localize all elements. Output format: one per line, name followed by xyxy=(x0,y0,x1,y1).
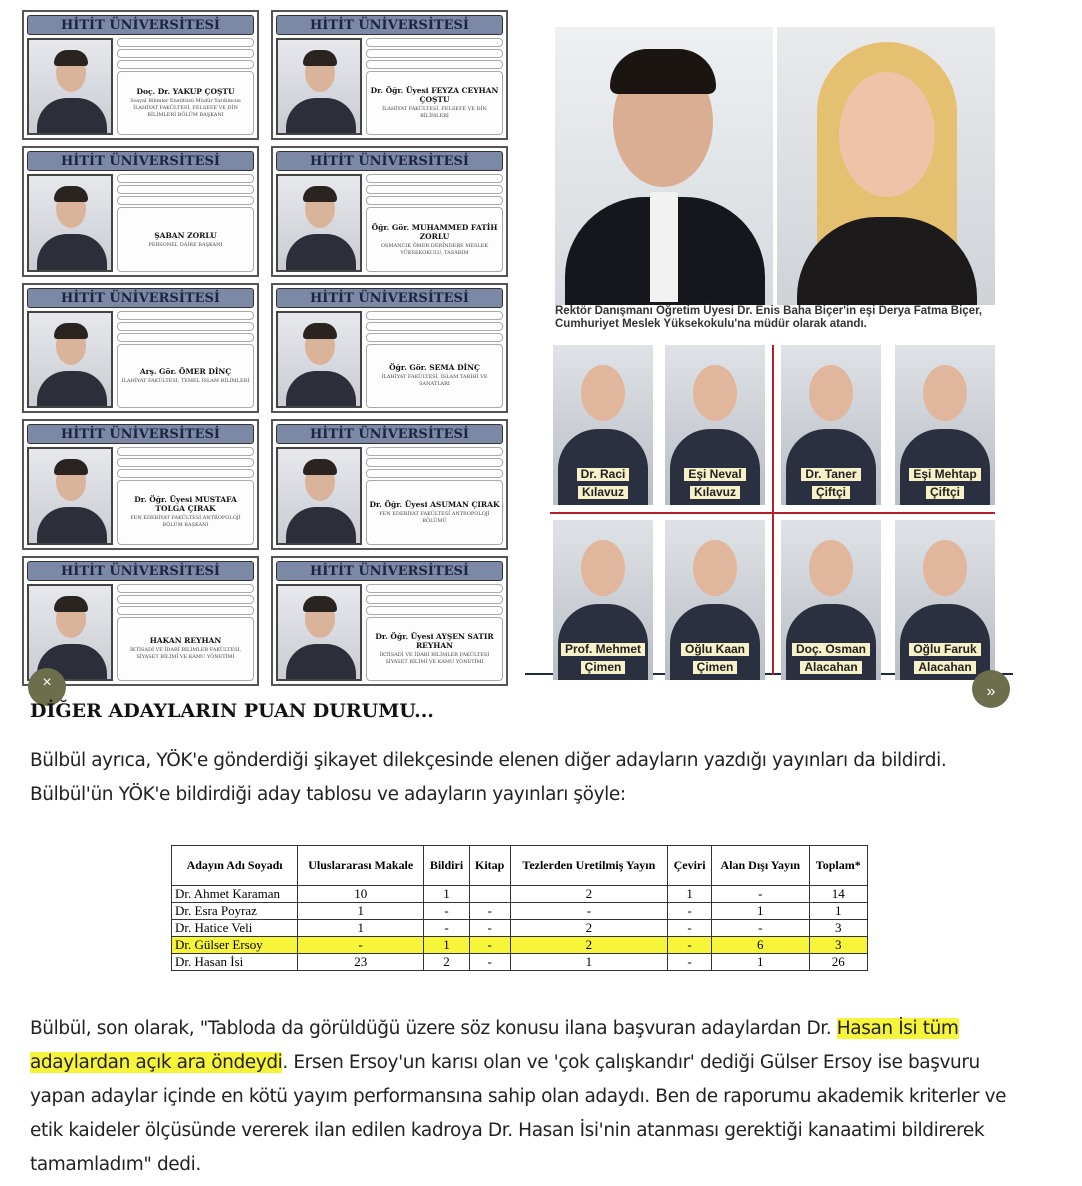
card-header: HİTİT ÜNİVERSİTESİ xyxy=(27,288,254,308)
gallery-close-button[interactable]: × xyxy=(28,668,66,706)
column-header: Adayın Adı Soyadı xyxy=(172,846,298,886)
column-header: Alan Dışı Yayın xyxy=(712,846,809,886)
portrait-photo xyxy=(27,38,113,135)
highlighted-text: Hasan İsi tüm adaylardan açık ara öndeydi xyxy=(30,1018,959,1073)
table-cell: Dr. Ahmet Karaman xyxy=(172,886,298,903)
table-row xyxy=(172,937,868,954)
column-header: Kitap xyxy=(469,846,510,886)
newspaper-clipping xyxy=(525,15,1013,675)
divider xyxy=(550,512,995,514)
photo-label: Eşi Mehtap xyxy=(909,468,980,481)
table-cell: - xyxy=(668,920,712,937)
photo-label: Çimen xyxy=(693,661,738,674)
column-header: Uluslararası Makale xyxy=(298,846,424,886)
photo-label: Kılavuz xyxy=(690,486,740,499)
column-header: Tezlerden Uretilmiş Yayın xyxy=(510,846,668,886)
id-card xyxy=(22,419,259,549)
table-cell: - xyxy=(469,937,510,954)
table-row xyxy=(172,903,868,920)
newspaper-photo xyxy=(553,520,653,680)
table-cell: - xyxy=(510,903,668,920)
table-cell: 1 xyxy=(510,954,668,971)
table-cell: Dr. Esra Poyraz xyxy=(172,903,298,920)
portrait-photo xyxy=(27,584,113,681)
person-name: Öğr. Gör. MUHAMMED FATİH ZORLU xyxy=(371,222,498,241)
photo-label: Çimen xyxy=(581,661,626,674)
photo-label: Eşi Neval xyxy=(684,468,745,481)
table-cell: Dr. Hatice Veli xyxy=(172,920,298,937)
portrait-photo xyxy=(27,447,113,544)
id-card xyxy=(271,146,508,276)
person-name: Dr. Öğr. Üyesi ASUMAN ÇIRAK xyxy=(369,499,500,509)
card-header: HİTİT ÜNİVERSİTESİ xyxy=(276,288,503,308)
person-title: İKTİSADİ VE İDARİ BİLİMLER FAKÜLTESİ SİYASET BİLİMİ VE KAMU YÖNETİMİ xyxy=(379,651,490,665)
table-row xyxy=(172,920,868,937)
person-title: PERSONEL DAİRE BAŞKANI xyxy=(148,241,223,248)
card-header: HİTİT ÜNİVERSİTESİ xyxy=(276,424,503,444)
id-card-collage xyxy=(20,8,510,688)
table-cell: 6 xyxy=(712,937,809,954)
photo-label: Çiftçi xyxy=(812,486,850,499)
newspaper-photo xyxy=(553,345,653,505)
photo-label: Dr. Raci xyxy=(577,468,630,481)
table-cell xyxy=(469,886,510,903)
table-cell: 3 xyxy=(809,937,867,954)
article-paragraph: Bülbül ayrıca, YÖK'e gönderdiği şikayet dilekçesinde elenen diğer adayların yazdığı yayınları da bildirdi. Bülbül'ün YÖK'e bildirdiği aday tablosu ve adayların yayınları şöyle: xyxy=(30,750,947,805)
person-name: Dr. Öğr. Üyesi FEYZA CEYHAN ÇOŞTU xyxy=(370,86,499,105)
card-header: HİTİT ÜNİVERSİTESİ xyxy=(27,15,254,35)
portrait-photo xyxy=(276,447,362,544)
column-header: Çeviri xyxy=(668,846,712,886)
portrait-photo xyxy=(276,311,362,408)
article-paragraph: Bülbül, son olarak, "Tabloda da görüldüğü üzere söz konusu ilana başvuran adaylardan Dr. Hasan İsi tüm adaylardan açık ara öndeydi. Ersen Ersoy'un karısı olan ve 'çok çalışkandır' dediği Gülser Ersoy ise başvuru yapan adaylar içinde en kötü yayım performansına sahip olan adaydı. Ben de raporumu akademik kriterler ve etik kaideler ölçüsünde vererek ilan edilen kadroya Dr. Hasan İsi'nin atanması gerektiği kanaatimi bildirerek tamamladım" dedi. xyxy=(30,1018,1007,1175)
table-cell: 1 xyxy=(712,954,809,971)
table-row xyxy=(172,954,868,971)
person-name: ŞABAN ZORLU xyxy=(154,230,217,240)
table-cell: 1 xyxy=(712,903,809,920)
person-name: Arş. Gör. ÖMER DİNÇ xyxy=(139,366,232,376)
table-cell: 26 xyxy=(809,954,867,971)
newspaper-photo xyxy=(781,520,881,680)
photo-man xyxy=(555,27,773,305)
table-cell: - xyxy=(469,920,510,937)
card-header: HİTİT ÜNİVERSİTESİ xyxy=(27,561,254,581)
person-title: Sosyal Bilimler Enstitüsü Müdür Yardımcısı İLAHİYAT FAKÜLTESİ, FELSEFE VE DİN BİLİMLERİ BÖLÜM BAŞKANI xyxy=(130,98,241,119)
id-card xyxy=(271,283,508,413)
table-cell: 1 xyxy=(668,886,712,903)
portrait-photo xyxy=(27,311,113,408)
table-cell: - xyxy=(469,954,510,971)
table-cell: - xyxy=(668,937,712,954)
table-cell: 2 xyxy=(510,920,668,937)
divider xyxy=(772,345,774,675)
table-cell: 23 xyxy=(298,954,424,971)
table-cell: 1 xyxy=(424,886,469,903)
person-title: OSMANCIK ÖMER DERİNDERE MESLEK YÜKSEKOKULU, TASARIM xyxy=(380,242,489,256)
person-title: İLAHİYAT FAKÜLTESİ, FELSEFE VE DİN BİLİMLERİ xyxy=(382,106,487,120)
newspaper-photo xyxy=(895,345,995,505)
id-card xyxy=(22,146,259,276)
table-cell: - xyxy=(424,903,469,920)
column-header: Bildiri xyxy=(424,846,469,886)
newspaper-photo xyxy=(895,520,995,680)
newspaper-photo xyxy=(781,345,881,505)
photo-label: Doç. Osman xyxy=(792,643,870,656)
table-cell: 2 xyxy=(424,954,469,971)
table-cell: 2 xyxy=(510,886,668,903)
candidate-table xyxy=(171,845,868,971)
card-header: HİTİT ÜNİVERSİTESİ xyxy=(276,561,503,581)
id-card xyxy=(22,556,259,686)
card-header: HİTİT ÜNİVERSİTESİ xyxy=(276,151,503,171)
table-cell: - xyxy=(424,920,469,937)
photo-label: Oğlu Kaan xyxy=(681,643,749,656)
card-header: HİTİT ÜNİVERSİTESİ xyxy=(27,424,254,444)
id-card xyxy=(22,283,259,413)
table-cell: - xyxy=(712,920,809,937)
newspaper-photo xyxy=(665,345,765,505)
table-row xyxy=(172,886,868,903)
person-title: İKTİSADİ VE İDARİ BİLİMLER FAKÜLTESİ, SİYASET BİLİMİ VE KAMU YÖNETİMİ xyxy=(129,647,242,661)
portrait-photo xyxy=(276,38,362,135)
table-cell: - xyxy=(712,886,809,903)
table-cell: 14 xyxy=(809,886,867,903)
person-name: Doç. Dr. YAKUP ÇOŞTU xyxy=(136,87,235,97)
person-title: İLAHİYAT FAKÜLTESİ, TEMEL İSLAM BİLİMLERİ xyxy=(121,377,250,384)
newspaper-photo xyxy=(665,520,765,680)
person-name: HAKAN REYHAN xyxy=(149,636,222,646)
photo-label: Prof. Mehmet xyxy=(561,643,645,656)
id-card xyxy=(271,556,508,686)
table-cell: - xyxy=(668,903,712,920)
table-cell: - xyxy=(298,937,424,954)
id-card xyxy=(271,419,508,549)
photo-label: Çiftçi xyxy=(926,486,964,499)
portrait-photo xyxy=(276,174,362,271)
portrait-photo xyxy=(276,584,362,681)
person-name: Dr. Öğr. Üyesi AYŞEN SATIR REYHAN xyxy=(375,631,494,650)
table-cell: 1 xyxy=(809,903,867,920)
photo-label: Kılavuz xyxy=(578,486,628,499)
table-cell: 3 xyxy=(809,920,867,937)
table-cell: 2 xyxy=(510,937,668,954)
card-header: HİTİT ÜNİVERSİTESİ xyxy=(27,151,254,171)
table-cell: Dr. Hasan İsi xyxy=(172,954,298,971)
photo-label: Dr. Taner xyxy=(801,468,860,481)
table-cell: 1 xyxy=(298,903,424,920)
person-name: Dr. Öğr. Üyesi MUSTAFA TOLGA ÇIRAK xyxy=(134,495,237,514)
table-cell: 1 xyxy=(298,920,424,937)
table-cell: - xyxy=(668,954,712,971)
table-cell: 10 xyxy=(298,886,424,903)
column-header: Toplam* xyxy=(809,846,867,886)
person-title: İLAHİYAT FAKÜLTESİ, İSLAM TARİHİ VE SANATLARI xyxy=(381,374,488,388)
gallery-next-button[interactable]: » xyxy=(972,670,1010,708)
card-header: HİTİT ÜNİVERSİTESİ xyxy=(276,15,503,35)
id-card xyxy=(22,10,259,140)
table-cell: 1 xyxy=(424,937,469,954)
table-cell: - xyxy=(469,903,510,920)
photo-woman xyxy=(777,27,995,305)
person-title: FEN EDEBİYAT FAKÜLTESİ ANTROPOLOJİ BÖLÜM BAŞKANI xyxy=(130,515,241,529)
table-cell: Dr. Gülser Ersoy xyxy=(172,937,298,954)
photo-caption: Rektör Danışmanı Öğretim Üyesi Dr. Enis Baha Biçer'in eşi Derya Fatma Biçer, Cumhuriyet Meslek Yüksekokulu'na müdür olarak atandı. xyxy=(555,305,983,330)
photo-label: Oğlu Faruk xyxy=(909,643,980,656)
person-title: FEN EDEBİYAT FAKÜLTESİ ANTROPOLOJİ BÖLÜMÜ xyxy=(379,510,490,524)
photo-label: Alacahan xyxy=(800,661,861,674)
id-card xyxy=(271,10,508,140)
person-name: Öğr. Gör. SEMA DİNÇ xyxy=(389,363,480,373)
photo-label: Alacahan xyxy=(914,661,975,674)
portrait-photo xyxy=(27,174,113,271)
section-heading: DİĞER ADAYLARIN PUAN DURUMU... xyxy=(30,700,434,722)
